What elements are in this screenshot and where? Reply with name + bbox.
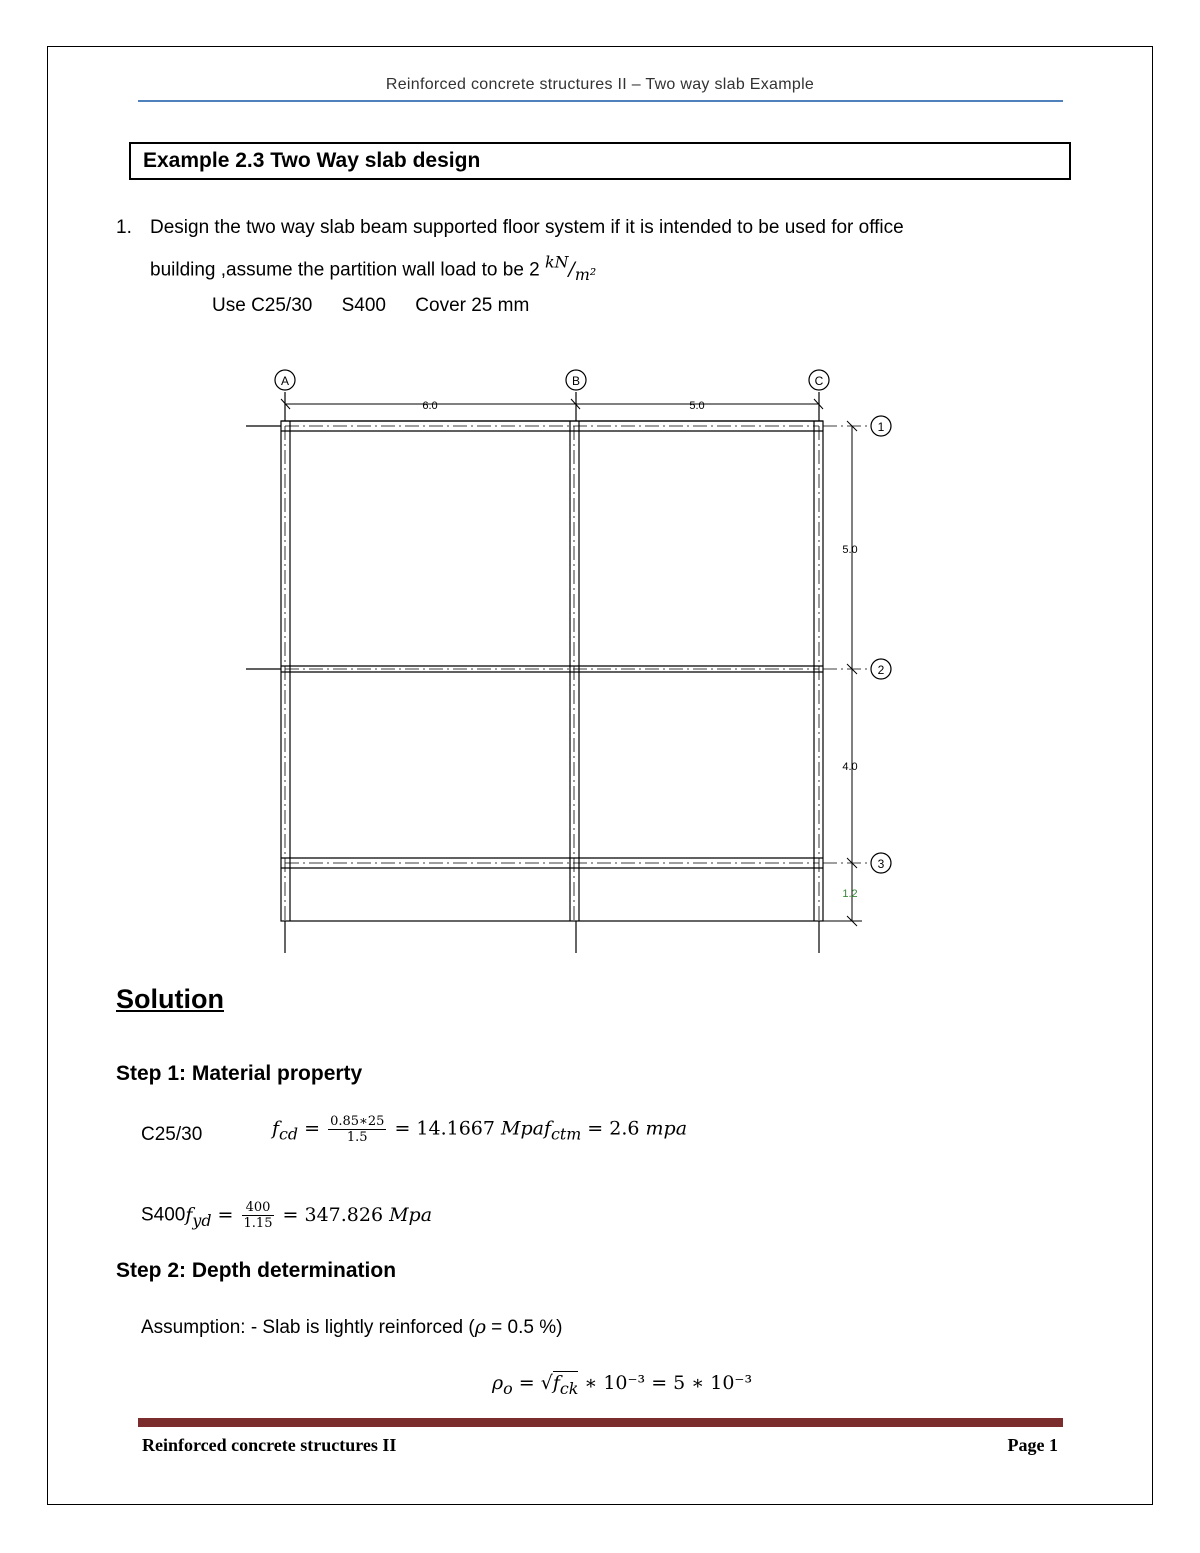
page-header: Reinforced concrete structures II – Two way slab Example: [385, 76, 815, 93]
fyd-fraction: $\frac{400}{1.15}$: [243, 1200, 273, 1231]
slab-outline: [281, 421, 823, 921]
steel-formula-line: $S400f_{yd}$ = $\frac{400}{1.15}$ = 347.826 Mpa: [141, 1200, 433, 1231]
fyd-unit: Mpa: [389, 1203, 433, 1226]
fcd-symbol: f: [272, 1117, 280, 1140]
steel-grade: S400: [141, 1204, 186, 1226]
span-y-1: 5.0: [842, 544, 858, 556]
rho-formula: $\rho_o = √f_{ck}$ ∗ 10⁻³ = 5 ∗ 10⁻³: [492, 1372, 753, 1398]
fctm-unit: mpa: [645, 1117, 688, 1140]
span-y-2: 4.0: [842, 761, 858, 773]
span-x-1: 6.0: [422, 400, 438, 412]
step-2-heading: Step 2: Depth determination: [116, 1259, 397, 1282]
axis-label-b: B: [571, 374, 581, 388]
load-unit: $^{kN}/_{m^2}$: [545, 253, 597, 285]
step-1-heading: Step 1: Material property: [116, 1062, 363, 1085]
assumption-text: Assumption: - Slab is lightly reinforced (: [141, 1317, 475, 1338]
rho-formula-rhs: ∗ 10⁻³ = 5 ∗ 10⁻³: [584, 1372, 753, 1394]
span-y-3: 1.2: [842, 888, 858, 900]
row-label-3: 3: [877, 857, 885, 871]
problem-number: 1.: [116, 217, 132, 238]
fcd-unit: Mpa: [501, 1117, 544, 1140]
rho-value: = 0.5 %): [491, 1317, 563, 1338]
fcd-formula: $f_{cd}$ = $\frac{0.85∗25}{1.5}$ = 14.1667 Mpaf$_{ctm}$ = 2.6 mpa: [272, 1114, 688, 1145]
concrete-spec: Use C25/30: [212, 295, 313, 316]
cover-spec: Cover 25 mm: [415, 295, 530, 316]
fyd-value: = 347.826: [282, 1203, 384, 1226]
fctm-value: = 2.6: [587, 1117, 640, 1140]
problem-line-2-text: building ,assume the partition wall load to be 2: [150, 259, 540, 281]
problem-line-1: Design the two way slab beam supported floor system if it is intended to be used for office: [150, 217, 904, 238]
row-label-1: 1: [877, 420, 885, 434]
fcd-sub: cd: [279, 1124, 299, 1144]
concrete-grade: C25/30: [141, 1124, 203, 1145]
page-number: Page 1: [1007, 1435, 1058, 1455]
fcd-value: = 14.1667: [394, 1117, 495, 1140]
axis-label-a: A: [280, 374, 290, 388]
fcd-fraction: $\frac{0.85∗25}{1.5}$: [330, 1114, 385, 1145]
load-unit-num: kN: [545, 253, 569, 272]
axis-label-c: C: [814, 374, 824, 388]
steel-spec: S400: [341, 295, 386, 316]
fctm-sub: ctm: [551, 1124, 582, 1144]
solution-heading: Solution: [116, 984, 224, 1014]
assumption-line: Assumption: - Slab is lightly reinforced (ρ = 0.5 %): [141, 1316, 563, 1338]
row-label-2: 2: [877, 663, 885, 677]
footer-rule: [138, 1418, 1063, 1427]
load-unit-den: m²: [574, 265, 597, 285]
example-title: Example 2.3 Two Way slab design: [129, 142, 1071, 180]
span-x-2: 5.0: [689, 400, 705, 412]
fyd-sub: yd: [192, 1210, 212, 1230]
footer-title: Reinforced concrete structures II: [142, 1435, 397, 1455]
